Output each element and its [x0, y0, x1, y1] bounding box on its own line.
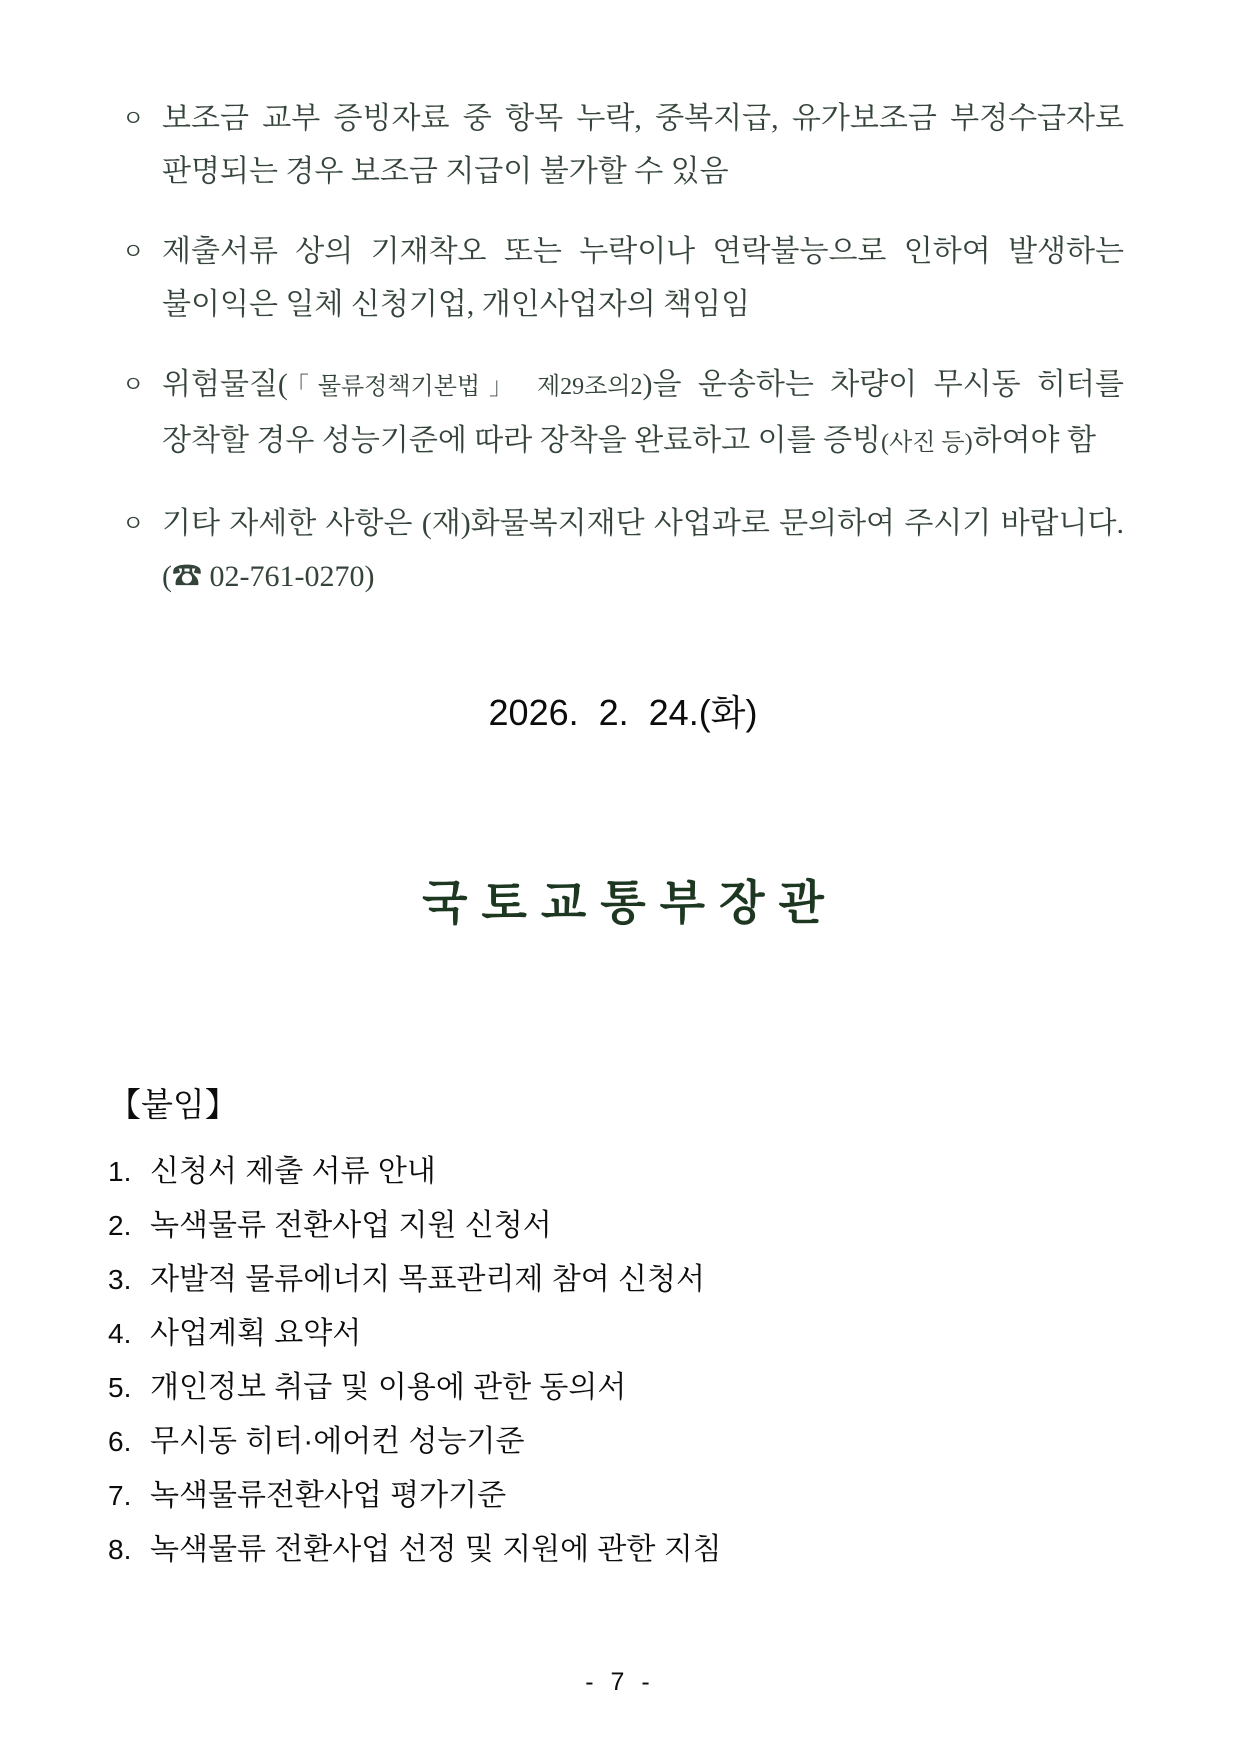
attachment-label: 자발적 물류에너지 목표관리제 참여 신청서: [150, 1263, 705, 1296]
bullet-text-segment: 하여야 함: [972, 424, 1097, 457]
attachment-label: 녹색물류 전환사업 선정 및 지원에 관한 지침: [150, 1533, 722, 1566]
attachment-label: 녹색물류전환사업 평가기준: [150, 1479, 507, 1512]
attachment-number: 4.: [108, 1318, 132, 1349]
bullet-text: [162, 92, 1124, 198]
bullet-marker: ㅇ: [122, 239, 145, 264]
bullet-item: [122, 225, 1124, 331]
bullet-text-segment: 위험물질(: [162, 368, 288, 401]
document-date: 2026. 2. 24.(화): [488, 692, 758, 733]
attachment-number: 6.: [108, 1426, 132, 1457]
bullet-text-segment: 보조금 교부 증빙자료 중 항목 누락, 중복지급, 유가보조금 부정수급자로 판명되는 경우 보조금 지급이 불가할 수 있음: [162, 102, 1124, 188]
attachment-item: [108, 1318, 1124, 1350]
bullet-item: [122, 497, 1124, 603]
attachment-number: 1.: [108, 1156, 132, 1187]
attachment-label: 사업계획 요약서: [150, 1317, 362, 1350]
page-number: - 7 -: [585, 1668, 655, 1696]
contact-phone-number: 02-761-0270): [202, 560, 375, 593]
attachment-label: 무시동 히터·에어컨 성능기준: [150, 1425, 525, 1458]
attachment-item: [108, 1156, 1124, 1188]
bullet-text-segment-small: (사진 등): [881, 430, 973, 456]
attachment-label: 신청서 제출 서류 안내: [150, 1155, 436, 1188]
bullet-marker: ㅇ: [122, 511, 145, 536]
bullet-marker: ㅇ: [122, 372, 145, 397]
attachment-number: 8.: [108, 1534, 132, 1565]
attachment-item: [108, 1372, 1124, 1404]
bullet-text-segment: 기타 자세한 사항은 (재)화물복지재단 사업과로 문의하여 주시기 바랍니다.(: [162, 507, 1124, 593]
minister-title: 국토교통부장관: [422, 876, 838, 929]
bullet-text: [162, 497, 1124, 603]
attachment-number: 2.: [108, 1210, 132, 1241]
attachment-label: 녹색물류 전환사업 지원 신청서: [150, 1209, 552, 1242]
attachment-item: [108, 1210, 1124, 1242]
phone-icon: ☎: [172, 560, 202, 593]
bullet-item: [122, 358, 1124, 470]
bullet-text: [162, 358, 1124, 470]
attachments-heading: 【붙임】: [108, 1086, 238, 1123]
attachment-item: [108, 1426, 1124, 1458]
attachment-number: 5.: [108, 1372, 132, 1403]
attachment-label: 개인정보 취급 및 이용에 관한 동의서: [150, 1371, 627, 1404]
attachment-item: [108, 1480, 1124, 1512]
attachments-section: [108, 1079, 1124, 1566]
bullet-item: [122, 92, 1124, 198]
attachment-number: 7.: [108, 1480, 132, 1511]
attachment-item: [108, 1264, 1124, 1296]
bullet-text-segment: 제출서류 상의 기재착오 또는 누락이나 연락불능으로 인하여 발생하는 불이익은 일체 신청기업, 개인사업자의 책임임: [162, 235, 1124, 321]
attachment-number: 3.: [108, 1264, 132, 1295]
bullet-marker: ㅇ: [122, 106, 145, 131]
bullet-text: [162, 225, 1124, 331]
bullet-text-segment: )을 운송하는 차량이 무시동 히터를 장착할 경우 성능기준에 따라 장착을 완료하고 이를 증빙: [162, 368, 1124, 457]
law-reference-text: 「물류정책기본법」 제29조의2: [287, 374, 643, 400]
attachment-item: [108, 1534, 1124, 1566]
